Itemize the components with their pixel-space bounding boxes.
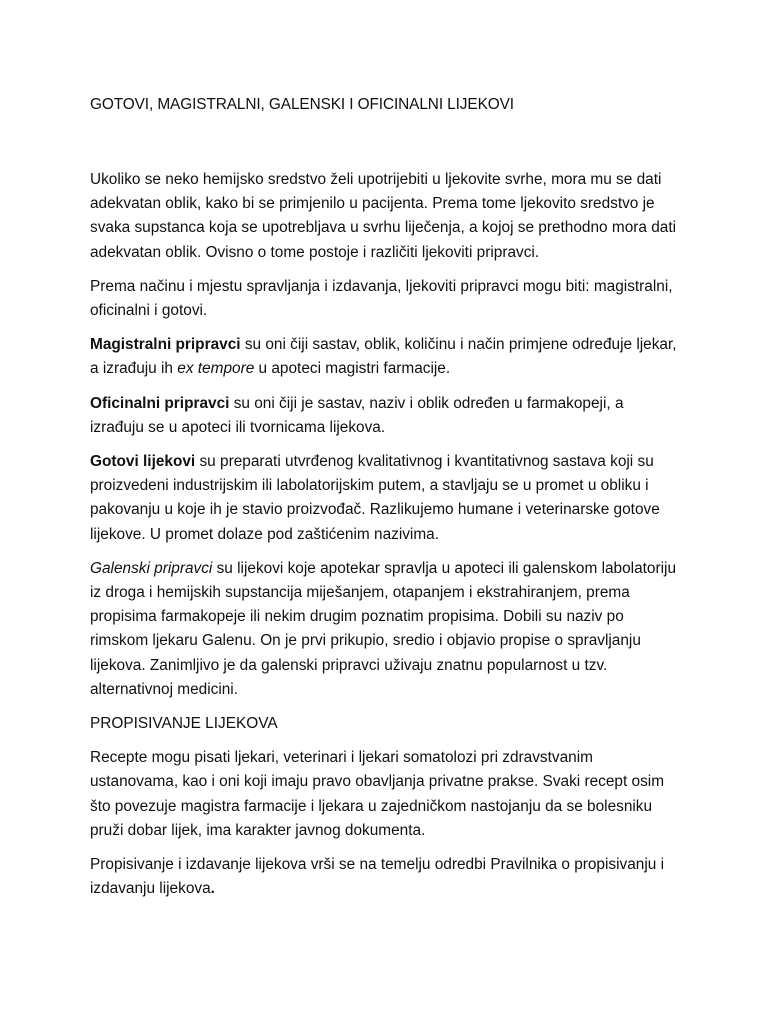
galenski-term: Galenski pripravci bbox=[90, 559, 213, 577]
section-heading-propisivanje: PROPISIVANJE LIJEKOVA bbox=[90, 715, 278, 733]
propisivanje-paragraph bbox=[90, 853, 680, 901]
oficinalni-paragraph bbox=[90, 392, 680, 440]
gotovi-paragraph bbox=[90, 450, 680, 547]
document-body bbox=[90, 93, 680, 911]
magistralni-term: Magistralni pripravci bbox=[90, 336, 241, 354]
propisivanje-text: Propisivanje i izdavanje lijekova vrši se na temelju odredbi Pravilnika o propisivanju i izdavanju lijekova bbox=[90, 856, 665, 898]
classification-text: Prema načinu i mjestu spravljanja i izdavanja, ljekoviti pripravci mogu biti: magistralni, oficinalni i gotovi. bbox=[90, 277, 673, 320]
oficinalni-term: Oficinalni pripravci bbox=[90, 394, 230, 412]
magistralni-text-after: u apoteci magistri farmacije. bbox=[254, 360, 451, 378]
magistralni-text-before: su oni čiji sastav, oblik, količinu i način primjene određuje ljekar, a izrađuju ih bbox=[90, 336, 677, 378]
galenski-text: su lijekovi koje apotekar spravlja u apoteci ili galenskom labolatoriju iz droga i hemijskih supstancija miješanjem, otapanjem i ekstrahiranjem, prema propisima farmakopeje ili nekim drugim poznatim propisima. Dobili su naziv po rimskom ljekaru Galenu. On je prvi prikupio, sredio i objavio propise o spravljanju lijekova. Zanimljivo je da galenski pripravci uživaju znatnu popularnost u tzv. alternativnoj medicini. bbox=[90, 559, 677, 698]
oficinalni-text: su oni čiji je sastav, naziv i oblik određen u farmakopeji, a izrađuju se u apoteci ili tvornicama lijekova. bbox=[90, 394, 624, 436]
gotovi-term: Gotovi lijekovi bbox=[90, 453, 196, 471]
propisivanje-period: . bbox=[210, 880, 215, 898]
intro-paragraph bbox=[90, 168, 680, 265]
ex-tempore-italic: ex tempore bbox=[177, 360, 255, 378]
recepte-text: Recepte mogu pisati ljekari, veterinari i ljekari somatolozi pri zdravstvanim ustanovama, kao i oni koji imaju pravo obavljanja privatne prakse. Svaki recept osim što povezuje magistra farmacije i ljekara u zajedničkom nastojanju da se bolesniku pruži dobar lijek, ima karakter javnog dokumenta. bbox=[90, 749, 665, 839]
intro-text: Ukoliko se neko hemijsko sredstvo želi upotrijebiti u ljekovite svrhe, mora mu se dati adekvatan oblik, kako bi se primjenilo u pacijenta. Prema tome ljekovito sredstvo je svaka supstanca koja se upotrebljava u svrhu liječenja, a kojoj se prethodno mora dati adekvatan oblik. Ovisno o tome postoje i različiti ljekoviti pripravci. bbox=[90, 171, 677, 261]
classification-paragraph bbox=[90, 275, 680, 323]
magistralni-paragraph bbox=[90, 333, 680, 381]
recepte-paragraph bbox=[90, 746, 680, 843]
document-title: GOTOVI, MAGISTRALNI, GALENSKI I OFICINALNI LIJEKOVI bbox=[90, 96, 514, 113]
gotovi-text: su preparati utvrđenog kvalitativnog i kvantitativnog sastava koji su proizvedeni industrijskim ili labolatorijskim putem, a stavljaju se u promet u obliku i pakovanju u koje ih je stavio proizvođač. Razlikujemo humane i veterinarske gotove lijekove. U promet dolaze pod zaštićenim nazivima. bbox=[90, 453, 660, 543]
galenski-paragraph bbox=[90, 557, 680, 702]
